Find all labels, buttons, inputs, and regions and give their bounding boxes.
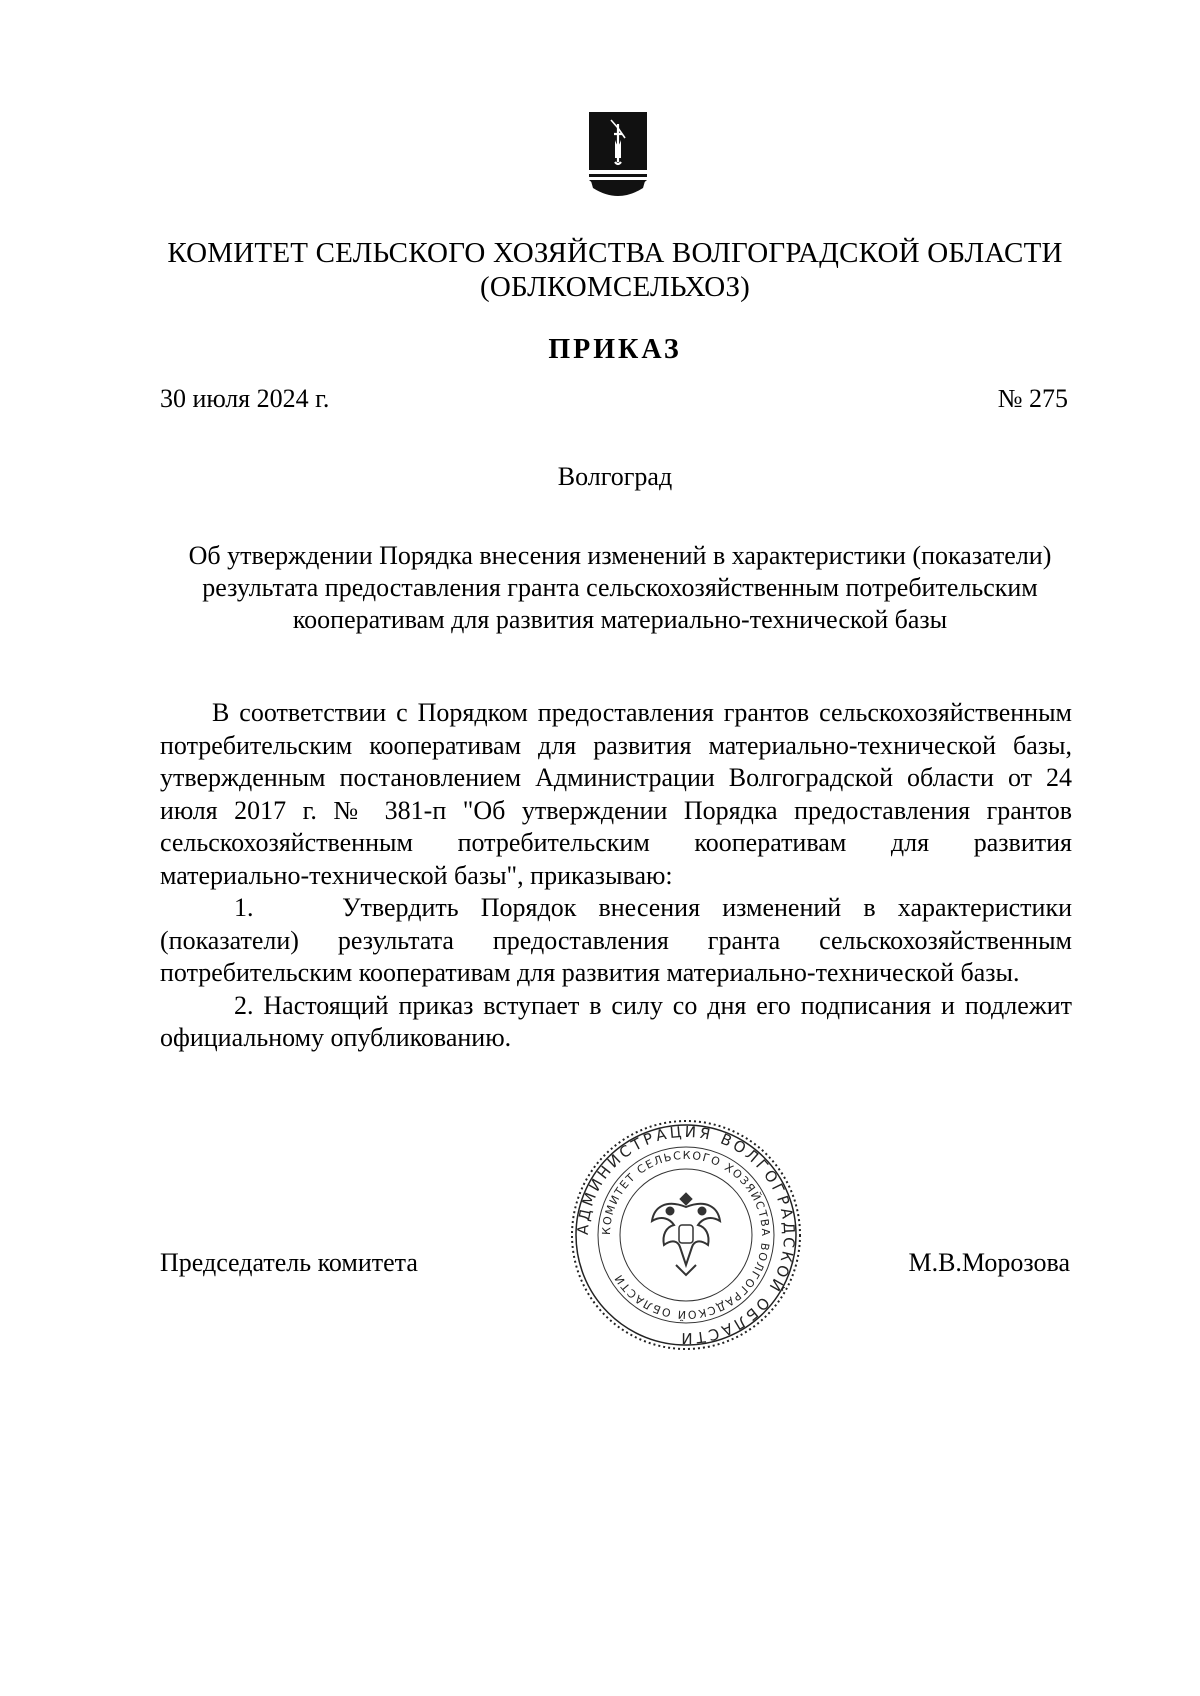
round-seal-icon [566,1115,806,1355]
seal-outer-text: АДМИНИСТРАЦИЯ ВОЛГОГРАДСКОЙ ОБЛАСТИ [573,1122,799,1348]
document-type: ПРИКАЗ [548,334,682,365]
preamble-paragraph: В соответствии с Порядком предоставления грантов сельскохозяйственным потребительским кооперативам для развития материально-технической базы, утвержденным постановлением Администрации Волгоградской области от 24 июля 2017 г. № 381-п "Об утверждении Порядка предоставления грантов сельскохозяйственным потребительским кооперативам для развития материально-технической базы", приказываю: [160,698,1072,890]
order-item-1: 1. Утвердить Порядок внесения изменений в характеристики (показатели) результата предоставления гранта сельскохозяйственным потребительским кооперативам для развития материально-технической базы. [160,893,1072,987]
document-date: 30 июля 2024 г. [160,384,330,413]
organization-abbreviation: (ОБЛКОМСЕЛЬХОЗ) [479,271,751,303]
signatory-name: М.В.Морозова [908,1248,1070,1277]
svg-text:КОМИТЕТ СЕЛЬСКОГО ХОЗЯЙСТВА ВО [600,1149,772,1321]
document-subject: Об утверждении Порядка внесения изменений в характеристики (показатели) результата предоставления гранта сельскохозяйственным потребительским кооперативам для развития материально-технической базы [188,541,1052,634]
document-number: № 275 [997,384,1068,413]
coat-of-arms-icon [587,110,649,208]
signatory-title: Председатель комитета [160,1248,418,1277]
organization-name: КОМИТЕТ СЕЛЬСКОГО ХОЗЯЙСТВА ВОЛГОГРАДСКОЙ ОБЛАСТИ [167,237,1063,269]
document-body [160,697,1072,1055]
seal-inner-text: КОМИТЕТ СЕЛЬСКОГО ХОЗЯЙСТВА ВОЛГОГРАДСКОЙ ОБЛАСТИ [599,1148,773,1322]
order-item-2: 2. Настоящий приказ вступает в силу со дня его подписания и подлежит официальному опубликованию. [160,990,1072,1052]
document-city: Волгоград [557,462,673,491]
